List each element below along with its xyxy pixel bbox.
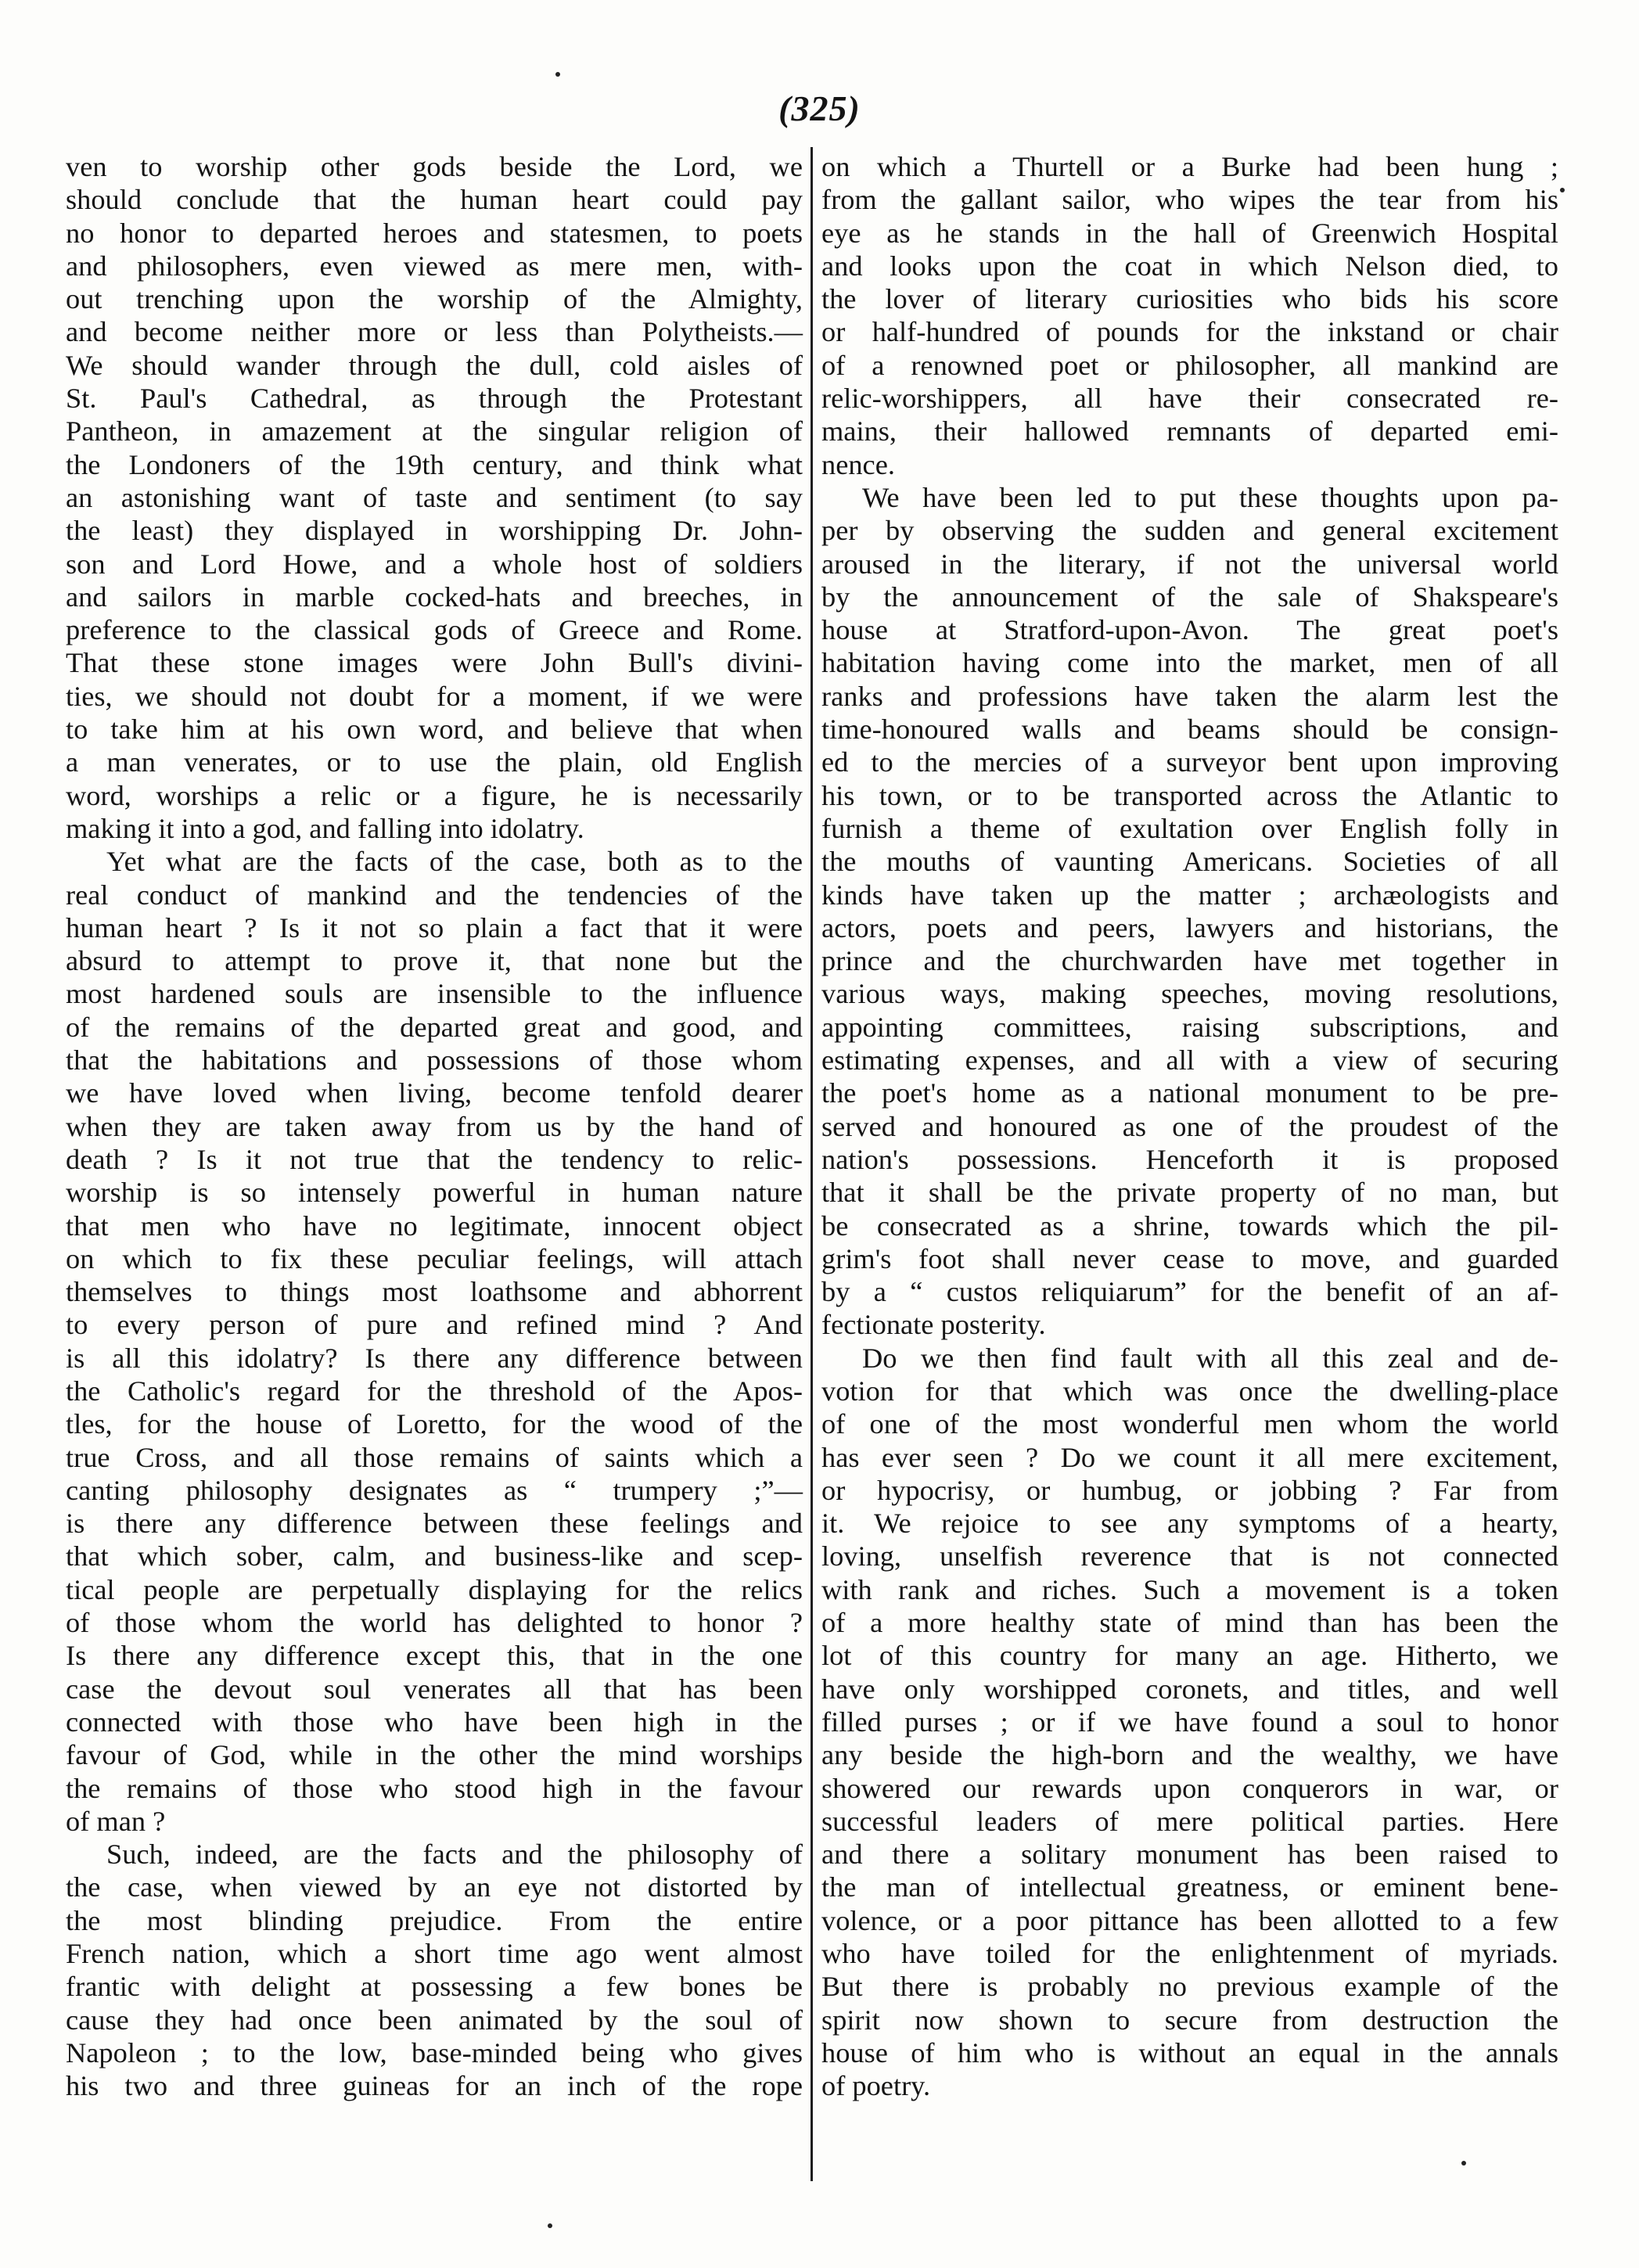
text-line: has ever seen ? Do we count it all mere excitement, (821, 1441, 1558, 1473)
text-line: St. Paul's Cathedral, as through the Protestant (66, 383, 803, 415)
text-line: that the habitations and possessions of those whom (66, 1044, 803, 1076)
text-line: Is there any difference except this, that in the one (66, 1640, 803, 1672)
text-line: on which a Thurtell or a Burke had been hung ; (821, 151, 1558, 182)
text-line: worship is so intensely powerful in human nature (66, 1177, 803, 1209)
text-line: any beside the high-born and the wealthy, we have (821, 1739, 1558, 1771)
text-line: spirit now shown to secure from destruction the (821, 2004, 1558, 2036)
text-line: is there any difference between these feelings and (66, 1508, 803, 1540)
text-line: that it shall be the private property of no man, but (821, 1177, 1558, 1209)
text-line: out trenching upon the worship of the Almighty, (66, 283, 803, 315)
text-line: loving, unselfish reverence that is not connected (821, 1540, 1558, 1573)
text-line: relic-worshippers, all have their consecrated re- (821, 383, 1558, 415)
text-line: Do we then find fault with all this zeal and de- (862, 1342, 1558, 1374)
text-line: Napoleon ; to the low, base-minded being who gives (66, 2036, 803, 2069)
text-line: of a more healthy state of mind than has been the (821, 1607, 1558, 1639)
text-line: volence, or a poor pittance has been allotted to a few (821, 1904, 1558, 1936)
print-speck (1461, 2161, 1466, 2166)
text-line: grim's foot shall never cease to move, and guarded (821, 1242, 1558, 1274)
text-line: habitation having come into the market, men of all (821, 647, 1558, 679)
text-line: actors, poets and peers, lawyers and historians, the (821, 911, 1558, 944)
text-line: of those whom the world has delighted to honor ? (66, 1607, 803, 1639)
text-line: filled purses ; or if we have found a soul to honor (821, 1705, 1558, 1738)
text-line: or half-hundred of pounds for the inkstand or chair (821, 316, 1558, 348)
text-line: the remains of those who stood high in the favour (66, 1772, 803, 1804)
text-line: to every person of pure and refined mind ? And (66, 1309, 803, 1341)
text-line: That these stone images were John Bull's divini- (66, 647, 803, 679)
text-line: have only worshipped coronets, and titles, and well (821, 1673, 1558, 1705)
text-line: kinds have taken up the matter ; archæologists and (821, 879, 1558, 911)
text-line: to take him at his own word, and believe that when (66, 713, 803, 746)
text-line: with rank and riches. Such a movement is a token (821, 1573, 1558, 1605)
text-line: death ? Is it not true that the tendency to relic- (66, 1143, 803, 1175)
text-line: the mouths of vaunting Americans. Societies of all (821, 846, 1558, 878)
text-line: successful leaders of mere political parties. Here (821, 1805, 1558, 1837)
text-line: the most blinding prejudice. From the entire (66, 1904, 803, 1936)
text-line: mains, their hallowed remnants of departed emi- (821, 415, 1558, 447)
text-line: the least) they displayed in worshipping Dr. John- (66, 515, 803, 547)
text-line: of one of the most wonderful men whom the world (821, 1408, 1558, 1440)
text-line: on which to fix these peculiar feelings, will attach (66, 1242, 803, 1274)
text-line: lot of this country for many an age. Hitherto, we (821, 1640, 1558, 1672)
text-line: showered our rewards upon conquerors in war, or (821, 1772, 1558, 1804)
text-line: his two and three guineas for an inch of the rope (66, 2070, 803, 2102)
text-line: we have loved when living, become tenfold dearer (66, 1077, 803, 1109)
text-line: who have toiled for the enlightenment of myriads. (821, 1938, 1558, 1970)
text-line: house of him who is without an equal in the annals (821, 2036, 1558, 2069)
text-line: served and honoured as one of the proudest of the (821, 1110, 1558, 1142)
text-line: case the devout soul venerates all that has been (66, 1673, 803, 1705)
text-line: canting philosophy designates as “ trumpery ;”— (66, 1474, 803, 1506)
text-line: themselves to things most loathsome and abhorrent (66, 1276, 803, 1308)
column-divider (811, 147, 813, 2181)
text-line: the lover of literary curiosities who bids his score (821, 283, 1558, 315)
text-line: house at Stratford-upon-Avon. The great poet's (821, 614, 1558, 646)
text-line: estimating expenses, and all with a view of securing (821, 1044, 1558, 1076)
text-line: ven to worship other gods beside the Lord, we (66, 151, 803, 182)
text-line: time-honoured walls and beams should be consign- (821, 713, 1558, 746)
text-line: absurd to attempt to prove it, that none but the (66, 945, 803, 977)
text-line: various ways, making speeches, moving resolutions, (821, 978, 1558, 1010)
text-line: aroused in the literary, if not the universal world (821, 548, 1558, 580)
text-line: be consecrated as a shrine, towards which the pil- (821, 1209, 1558, 1242)
text-line: cause they had once been animated by the soul of (66, 2004, 803, 2036)
text-line: should conclude that the human heart could pay (66, 184, 803, 216)
text-line: it. We rejoice to see any symptoms of a hearty, (821, 1508, 1558, 1540)
text-line: appointing committees, raising subscriptions, and (821, 1011, 1558, 1043)
text-line: his town, or to be transported across the Atlantic to (821, 779, 1558, 811)
print-speck (555, 72, 560, 77)
text-line: Pantheon, in amazement at the singular religion of (66, 415, 803, 447)
text-line: the man of intellectual greatness, or eminent bene- (821, 1871, 1558, 1903)
text-line: furnish a theme of exultation over English folly in (821, 812, 1558, 844)
print-speck (1560, 188, 1565, 192)
text-line: We have been led to put these thoughts upon pa- (862, 481, 1558, 513)
text-line: that which sober, calm, and business-like and scep- (66, 1540, 803, 1573)
text-line: is all this idolatry? Is there any difference between (66, 1342, 803, 1374)
text-line: of poetry. (821, 2070, 931, 2102)
text-line: per by observing the sudden and general excitement (821, 515, 1558, 547)
text-line: real conduct of mankind and the tendencies of the (66, 879, 803, 911)
text-line: French nation, which a short time ago went almost (66, 1938, 803, 1970)
text-line: by the announcement of the sale of Shakspeare's (821, 580, 1558, 613)
page-number: (325) (778, 88, 861, 128)
text-line: by a “ custos reliquiarum” for the benefit of an af- (821, 1276, 1558, 1308)
text-line: frantic with delight at possessing a few bones be (66, 1971, 803, 2003)
text-line: or hypocrisy, or humbug, or jobbing ? Far from (821, 1474, 1558, 1506)
text-line: Such, indeed, are the facts and the philosophy of (106, 1838, 803, 1871)
text-line: the Catholic's regard for the threshold of the Apos- (66, 1375, 803, 1407)
right-column (821, 150, 1558, 2103)
text-line: of man ? (66, 1805, 166, 1837)
text-line: But there is probably no previous example of the (821, 1971, 1558, 2003)
text-line: nence. (821, 448, 895, 480)
text-line: eye as he stands in the hall of Greenwich Hospital (821, 217, 1558, 249)
text-line: prince and the churchwarden have met together in (821, 945, 1558, 977)
text-line: favour of God, while in the other the mind worships (66, 1739, 803, 1771)
text-line: of the remains of the departed great and good, and (66, 1011, 803, 1043)
text-line: and philosophers, even viewed as mere men, with- (66, 250, 803, 282)
text-line: ties, we should not doubt for a moment, if we were (66, 680, 803, 712)
text-line: making it into a god, and falling into idolatry. (66, 812, 584, 844)
text-line: of a renowned poet or philosopher, all mankind are (821, 349, 1558, 381)
text-line: a man venerates, or to use the plain, old English (66, 746, 803, 778)
text-line: no honor to departed heroes and statesmen, to poets (66, 217, 803, 249)
text-line: true Cross, and all those remains of saints which a (66, 1441, 803, 1473)
text-line: from the gallant sailor, who wipes the tear from his (821, 184, 1558, 216)
text-line: nation's possessions. Henceforth it is proposed (821, 1143, 1558, 1175)
left-column (66, 150, 803, 2103)
text-line: and become neither more or less than Polytheists.— (66, 316, 803, 348)
text-line: and sailors in marble cocked-hats and breeches, in (66, 580, 803, 613)
text-line: fectionate posterity. (821, 1309, 1046, 1341)
text-line: connected with those who have been high in the (66, 1705, 803, 1738)
text-line: and there a solitary monument has been raised to (821, 1838, 1558, 1871)
text-line: most hardened souls are insensible to the influence (66, 978, 803, 1010)
text-line: We should wander through the dull, cold aisles of (66, 349, 803, 381)
text-line: the Londoners of the 19th century, and think what (66, 448, 803, 480)
text-line: preference to the classical gods of Greece and Rome. (66, 614, 803, 646)
text-line: that men who have no legitimate, innocent object (66, 1209, 803, 1242)
text-line: tical people are perpetually displaying for the relics (66, 1573, 803, 1605)
text-line: word, worships a relic or a figure, he is necessarily (66, 779, 803, 811)
text-line: and looks upon the coat in which Nelson died, to (821, 250, 1558, 282)
print-speck (548, 2223, 552, 2228)
text-line: human heart ? Is it not so plain a fact that it were (66, 911, 803, 944)
text-line: tles, for the house of Loretto, for the wood of the (66, 1408, 803, 1440)
text-line: ranks and professions have taken the alarm lest the (821, 680, 1558, 712)
text-line: votion for that which was once the dwelling-place (821, 1375, 1558, 1407)
text-line: an astonishing want of taste and sentiment (to say (66, 481, 803, 513)
text-line: when they are taken away from us by the hand of (66, 1110, 803, 1142)
text-line: ed to the mercies of a surveyor bent upon improving (821, 746, 1558, 778)
text-line: son and Lord Howe, and a whole host of soldiers (66, 548, 803, 580)
text-line: Yet what are the facts of the case, both as to the (106, 846, 803, 878)
text-line: the case, when viewed by an eye not distorted by (66, 1871, 803, 1903)
text-line: the poet's home as a national monument to be pre- (821, 1077, 1558, 1109)
